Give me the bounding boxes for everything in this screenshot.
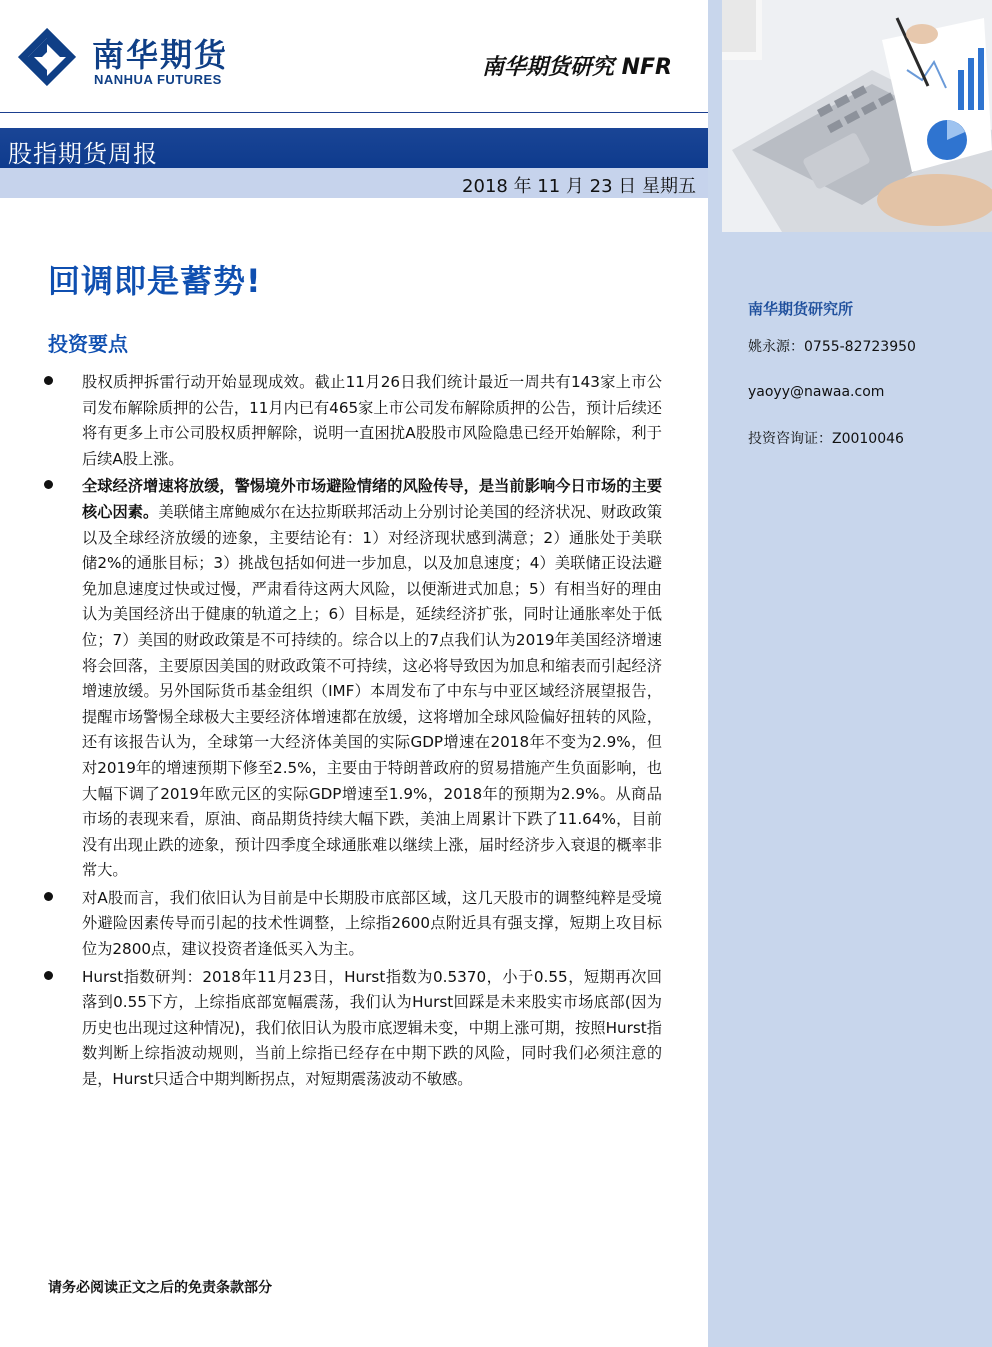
disclaimer-note: 请务必阅读正文之后的免责条款部分 — [48, 1280, 272, 1296]
bullet-icon — [44, 892, 53, 901]
report-type: 股指期货周报 — [8, 140, 158, 168]
bullet-body: 美联储主席鲍威尔在达拉斯联邦活动上分别讨论美国的经济状况、财政政策以及全球经济放缓的迹象，主要结论有：1）对经济现状感到满意；2）通胀处于美联储2%的通胀目标；3）挑战包括如何进一步加息，以及加息速度；4）美联储正设法避免加息速度过快或过慢，严肃看待这两大风险，以便渐进式加息；5）有相当好的理由认为美国经济出于健康的轨道之上；6）目标是，延续经济扩张，同时让通胀率处于低位；7）美国的财政政策是不可持续的。综合以上的7点我们认为2019年美国经济增速将会回落，主要原因美国的财政政策不可持续，这必将导致因为加息和缩表而引起经济增速放缓。另外国际货币基金组织（IMF）本周发布了中东与中亚区域经济展望报告，提醒市场警惕全球极大主要经济体增速都在放缓，这将增加全球风险偏好扭转的风险，还有该报告认为，全球第一大经济体美国的实际GDP增速在2018年不变为2.9%，但对2019年的增速预期下修至2.5%，主要由于特朗普政府的贸易措施产生负面影响，也大幅下调了2019年欧元区的实际GDP增速至1.9%，2018年的预期为2.9%。从商品市场的表现来看，原油、商品期货持续大幅下跌，美油上周累计下跌了11.64%，目前没有出现止跌的迹象，预计四季度全球通胀难以继续上涨，届时经济步入衰退的概率非常大。 — [82, 502, 663, 880]
nanhua-logo-icon — [14, 24, 80, 90]
list-item — [44, 474, 662, 884]
company-logo — [14, 20, 274, 100]
report-type-bar — [0, 128, 708, 168]
key-points-list — [44, 370, 662, 1093]
bullet-icon — [44, 480, 53, 489]
bullet-icon — [44, 971, 53, 980]
bullet-text — [82, 886, 662, 963]
headline: 回调即是蓄势! — [48, 262, 262, 300]
list-item — [44, 965, 662, 1093]
analyst-contact: 姚永源：0755-82723950 — [748, 339, 916, 355]
report-date: 2018 年 11 月 23 日 星期五 — [462, 176, 696, 197]
bullet-text — [82, 370, 662, 472]
bullet-text — [82, 965, 662, 1093]
license-number: 投资咨询证：Z0010046 — [748, 431, 904, 447]
bullet-text — [82, 474, 662, 884]
bullet-body: 股权质押拆雷行动开始显现成效。截止11月26日我们统计最近一周共有143家上市公司发布解除质押的公告，11月内已有465家上市公司发布解除质押的公告，预计后续还将有更多上市公司股权质押解除，说明一直困扰A股股市风险隐患已经开始解除，利于后续A股上涨。 — [82, 373, 662, 468]
brand-name-en: NANHUA FUTURES — [94, 72, 222, 87]
research-institute-name: 南华期货研究所 — [748, 300, 854, 318]
bullet-bold: 全球经济增速将放缓，警惕境外市场避险情绪的风险传导，是当前影响今日市场的主要核心因素。 — [82, 477, 662, 521]
research-tag: 南华期货研究 NFR — [481, 55, 672, 80]
header-divider — [0, 112, 708, 113]
analyst-email[interactable]: yaoyy@nawaa.com — [748, 384, 885, 400]
bullet-body: Hurst指数研判：2018年11月23日，Hurst指数为0.5370，小于0.55，短期再次回落到0.55下方，上综指底部宽幅震荡，我们认为Hurst回踩是未来股实市场底部(因为历史也出现过这种情况)，我们依旧认为股市底逻辑未变，中期上涨可期，按照Hurst指数判断上综指波动规则，当前上综指已经存在中期下跌的风险，同时我们必须注意的是，Hurst只适合中期判断拐点，对短期震荡波动不敏感。 — [82, 967, 662, 1089]
bullet-body: 对A股而言，我们依旧认为目前是中长期股市底部区域，这几天股市的调整纯粹是受境外避险因素传导而引起的技术性调整，上综指2600点附近具有强支撑，短期上攻目标位为2800点，建议投资者逢低买入为主。 — [82, 888, 662, 959]
sidebar — [708, 0, 992, 1347]
brand-name-cn: 南华期货 — [92, 36, 229, 74]
business-laptop-image — [722, 0, 992, 232]
header-photo — [722, 0, 992, 232]
date-bar — [0, 168, 708, 198]
bullet-icon — [44, 376, 53, 385]
section-title: 投资要点 — [48, 332, 128, 356]
list-item — [44, 370, 662, 472]
list-item — [44, 886, 662, 963]
